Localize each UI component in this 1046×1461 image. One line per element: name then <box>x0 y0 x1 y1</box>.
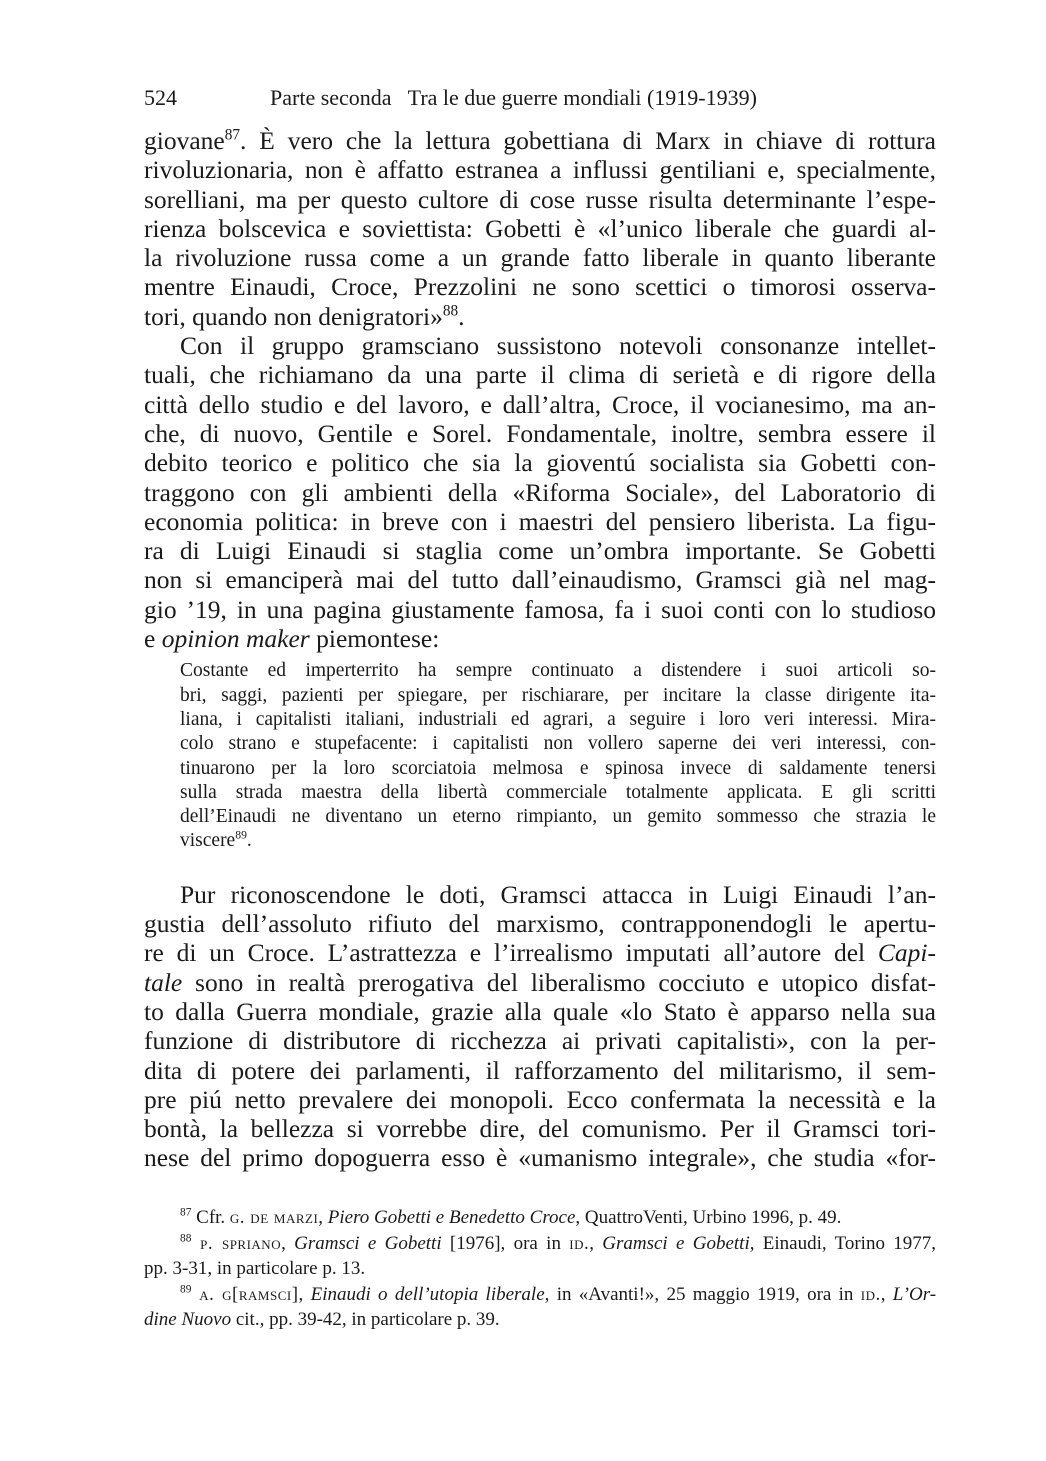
footnote-line <box>144 1307 936 1333</box>
main-text <box>144 126 936 1173</box>
paragraph <box>144 126 936 331</box>
text-line: sorelliani, ma per questo cultore di cose russe risulta determinante l’espe- <box>144 184 936 214</box>
text-line: città dello studio e del lavoro, e dall’altra, Croce, il vocianesimo, ma an- <box>144 389 936 419</box>
text-fragment: , <box>318 1207 328 1228</box>
text-fragment: Cfr. <box>191 1207 230 1228</box>
quote-line: liana, i capitalisti italiani, industriali ed agrari, a seguire i loro veri interessi. Mira- <box>180 708 936 730</box>
text-line: rivoluzionaria, non è affatto estranea a influssi gentiliani e, specialmente, <box>144 155 936 185</box>
ibid-mark: id. <box>569 1232 590 1254</box>
text-line: gio ’19, in una pagina giustamente famosa, fa i suoi conti con lo studioso <box>144 594 936 624</box>
text-line: debito teorico e politico che sia la gioventú socialista sia Gobetti con- <box>144 448 936 478</box>
page-number: 524 <box>144 85 177 110</box>
text-fragment: , Einaudi, Torino 1977, <box>749 1232 937 1254</box>
text-fragment: tori, quando non denigratori» <box>144 301 443 331</box>
text-fragment: e <box>144 624 162 654</box>
footnote-line: pp. 3-31, in particolare p. 13. <box>144 1258 366 1279</box>
text-line: che, di nuovo, Gentile e Sorel. Fondamentale, inoltre, sembra essere il <box>144 418 936 448</box>
text-line: dita di potere dei parlamenti, il rafforzamento del militarismo, il sem- <box>144 1055 936 1085</box>
text-fragment: . <box>246 830 252 852</box>
italic-title: tale <box>144 967 183 997</box>
footnote-ref[interactable]: 88 <box>442 302 459 320</box>
text-fragment: , <box>880 1283 893 1305</box>
ibid-mark: id. <box>860 1283 881 1305</box>
text-line <box>144 624 936 653</box>
text-line <box>144 938 936 967</box>
text-line: nese del primo dopoguerra esso è «umanismo integrale», che studia «for- <box>144 1143 936 1173</box>
quote-line: Costante ed imperterrito ha sempre continuato a distendere i suoi articoli so- <box>180 660 936 682</box>
quote-line: tinuarono per la loro scorciatoia melmosa e spinosa invece di saldamente tenersi <box>180 757 936 779</box>
text-line: tuali, che richiamano da una parte il clima di serietà e di rigore della <box>144 360 936 390</box>
italic-title: L’Or- <box>892 1283 937 1305</box>
text-line: funzione di distributore di ricchezza ai privati capitalisti», con la per- <box>144 1026 936 1056</box>
text-fragment: piemontese: <box>309 624 440 654</box>
quote-line: sulla strada maestra della libertà commerciale totalmente applicata. E gli scritti <box>180 781 936 803</box>
italic-title: Piero Gobetti e Benedetto Croce <box>327 1207 576 1228</box>
text-line: pre piú netto prevalere dei monopoli. Ecco confermata la necessità e la <box>144 1084 936 1114</box>
text-line: Con il gruppo gramsciano sussistono notevoli consonanze intellet- <box>180 331 936 361</box>
text-fragment: sono in realtà prerogativa del liberalismo cocciuto e utopico disfat- <box>182 967 936 997</box>
footnote-87 <box>180 1205 936 1231</box>
text-line: ra di Luigi Einaudi si staglia come un’ombra importante. Se Gobetti <box>144 536 936 566</box>
text-fragment: cit., pp. 39-42, in particolare p. 39. <box>231 1309 500 1330</box>
italic-title: Gramsci e Gobetti <box>294 1232 442 1254</box>
footnotes <box>144 1205 936 1333</box>
text-fragment: , in «Avanti!», 25 maggio 1919, ora in <box>544 1283 861 1305</box>
quote-line: colo strano e stupefacente: i capitalisti non vollero saperne dei veri interessi, con- <box>180 733 936 755</box>
footnote-88 <box>144 1231 936 1282</box>
footnote-number: 89 <box>180 1283 192 1296</box>
text-fragment: , <box>589 1232 603 1254</box>
block-quote <box>180 659 936 853</box>
text-line: mentre Einaudi, Croce, Prezzolini ne sono scettici o timorosi osserva- <box>144 272 936 302</box>
italic-title: dine Nuovo <box>144 1309 232 1330</box>
quote-line: bri, saggi, pazienti per spiegare, per rischiarare, per incitare la classe dirigente ita- <box>180 684 936 706</box>
footnote-line <box>144 1231 936 1257</box>
text-line: traggono con gli ambienti della «Riforma Sociale», del Laboratorio di <box>144 477 936 507</box>
footnote-line <box>180 1205 936 1231</box>
italic-title: Gramsci e Gobetti <box>602 1232 750 1254</box>
text-line: gustia dell’assoluto rifiuto del marxismo, contrapponendogli le apertu- <box>144 909 936 939</box>
paragraph <box>144 880 936 1173</box>
text-line: rienza bolscevica e soviettista: Gobetti è «l’unico liberale che guardi al- <box>144 213 936 243</box>
footnote-number: 87 <box>180 1206 192 1219</box>
text-fragment: giovane <box>144 126 225 155</box>
footnote-89 <box>144 1282 936 1333</box>
running-title: Parte seconda Tra le due guerre mondiali (1919-1939) <box>270 85 757 110</box>
text-fragment: . <box>458 301 465 331</box>
quote-line: dell’Einaudi ne diventano un eterno rimpianto, un gemito sommesso che strazia le <box>180 806 936 828</box>
footnote-ref[interactable]: 87 <box>224 126 241 144</box>
italic-title: Capi- <box>877 938 936 968</box>
text-fragment: re di un Croce. L’astrattezza e l’irrealismo imputati all’autore del <box>144 938 878 968</box>
text-line: economia politica: in breve con i maestri del pensiero liberista. La figu- <box>144 506 936 536</box>
text-line <box>144 126 936 155</box>
italic-title: Einaudi o dell’utopia liberale <box>310 1283 545 1305</box>
text-fragment: [1976], ora in <box>441 1232 570 1254</box>
text-line <box>144 302 936 331</box>
text-line: to dalla Guerra mondiale, grazie alla quale «lo Stato è apparso nella sua <box>144 996 936 1026</box>
text-line: bontà, la bellezza si vorrebbe dire, del comunismo. Per il Gramsci tori- <box>144 1114 936 1144</box>
text-fragment: , <box>298 1283 311 1305</box>
text-line <box>144 968 936 997</box>
footnote-ref[interactable]: 89 <box>235 828 247 842</box>
running-header <box>144 84 906 112</box>
author-name: a. g[ramsci] <box>191 1283 299 1305</box>
footnote-number: 88 <box>180 1232 192 1245</box>
author-name: p. spriano <box>191 1232 282 1254</box>
italic-term: opinion maker <box>161 624 310 654</box>
text-fragment: viscere <box>180 830 236 852</box>
quote-line <box>180 829 936 853</box>
text-line: non si emanciperà mai del tutto dall’einaudismo, Gramsci già nel mag- <box>144 565 936 595</box>
text-line: la rivoluzione russa come a un grande fatto liberale in quanto liberante <box>144 243 936 273</box>
text-line: Pur riconoscendone le doti, Gramsci attacca in Luigi Einaudi l’an- <box>180 879 936 909</box>
text-fragment: , QuattroVenti, Urbino 1996, p. 49. <box>575 1207 842 1228</box>
author-name: g. de marzi <box>229 1207 319 1228</box>
paragraph <box>144 331 936 653</box>
footnote-line <box>144 1282 936 1308</box>
text-fragment: , <box>281 1232 295 1254</box>
text-fragment: . È vero che la lettura gobettiana di Marx in chiave di rottura <box>240 126 936 155</box>
